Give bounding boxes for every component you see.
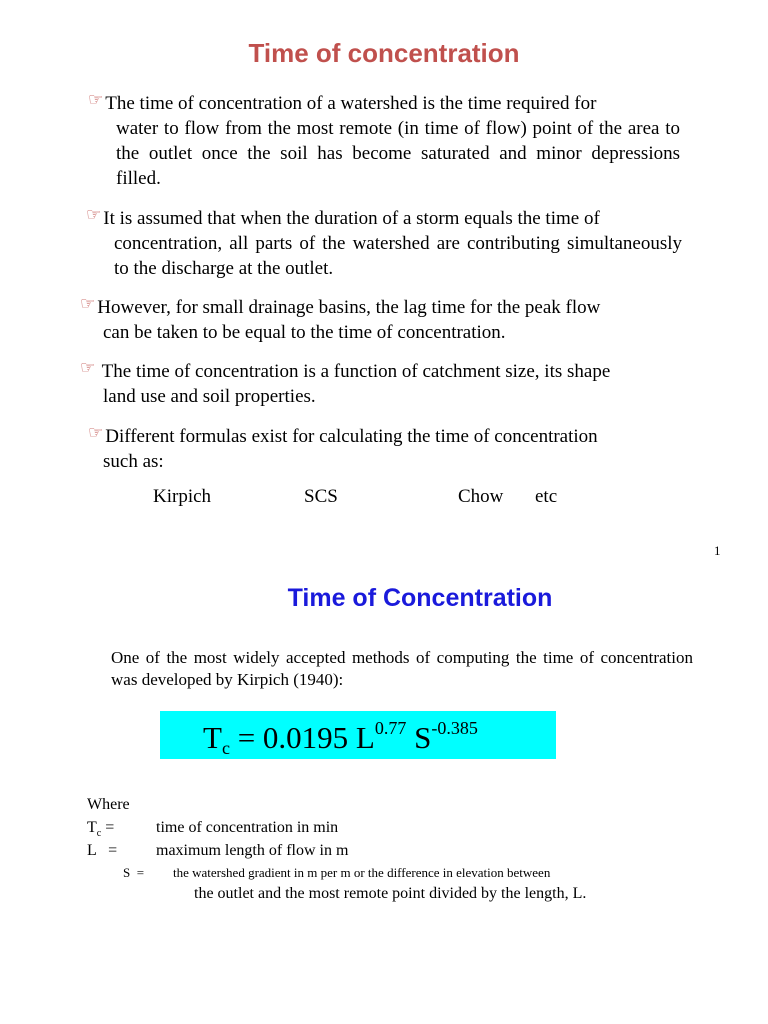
bullet-text-first: Different formulas exist for calculating the time of concentration <box>105 426 598 447</box>
formula-s-exponent: -0.385 <box>431 718 478 738</box>
bullet-text-first: The time of concentration of a watershed is the time required for <box>105 93 597 114</box>
pointing-hand-icon: ☞ <box>80 294 96 314</box>
intro-paragraph: One of the most widely accepted methods of computing the time of concentration was developed by Kirpich (1940): <box>111 648 693 689</box>
bullet-text-rest: such as: <box>103 451 164 472</box>
formula-tc-symbol: T <box>203 720 222 755</box>
definition-text: time of concentration in min <box>156 819 339 836</box>
method-etc: etc <box>535 486 558 507</box>
definition-tc <box>0 819 768 841</box>
definition-l <box>0 842 768 864</box>
bullet-item <box>80 356 685 409</box>
bullet-text-first: However, for small drainage basins, the lag time for the peak flow <box>97 297 601 318</box>
formula-s-symbol: S <box>406 720 432 755</box>
formula-coefficient: = 0.0195 L <box>229 720 375 755</box>
bullet-item <box>88 421 684 474</box>
bullet-text-first: It is assumed that when the duration of a storm equals the time of <box>103 208 600 229</box>
slide-title: Time of Concentration <box>287 584 553 612</box>
bullet-text-first: The time of concentration is a function of catchment size, its shape <box>97 361 611 382</box>
pointing-hand-icon: ☞ <box>86 205 102 225</box>
bullet-text-rest: water to flow from the most remote (in time of flow) point of the area to the outlet once the soil has become saturated and minor depressions filled. <box>116 118 680 189</box>
definition-symbol: S = <box>123 865 145 880</box>
bullet-item <box>88 88 680 191</box>
definition-symbol: L = <box>87 842 118 859</box>
formula-l-exponent: 0.77 <box>374 718 407 738</box>
slide-title: Time of concentration <box>248 38 520 68</box>
definition-symbol: $T_c$ = <box>87 819 115 840</box>
definition-s <box>0 865 768 885</box>
bullet-item <box>86 203 682 281</box>
definition-text: the watershed gradient in m per m or the difference in elevation between <box>173 865 551 880</box>
where-label: Where <box>87 796 130 813</box>
method-kirpich: Kirpich <box>153 486 212 507</box>
definition-text-continued: the outlet and the most remote point divided by the length, L. <box>194 885 587 902</box>
bullet-text-rest: can be taken to be equal to the time of concentration. <box>103 322 506 343</box>
definition-text: maximum length of flow in m <box>156 842 349 859</box>
bullet-text-rest: land use and soil properties. <box>103 386 316 407</box>
formula-tc-subscript: c <box>221 738 230 758</box>
method-chow: Chow <box>458 486 504 507</box>
bullet-item <box>80 292 685 345</box>
method-scs: SCS <box>304 486 338 507</box>
pointing-hand-icon: ☞ <box>80 358 96 378</box>
pointing-hand-icon: ☞ <box>88 423 104 443</box>
kirpich-formula <box>203 718 478 759</box>
page-number: 1 <box>714 543 721 558</box>
bullet-text-rest: concentration, all parts of the watershed are contributing simultaneously to the discharge at the outlet. <box>114 233 682 279</box>
pointing-hand-icon: ☞ <box>88 90 104 110</box>
